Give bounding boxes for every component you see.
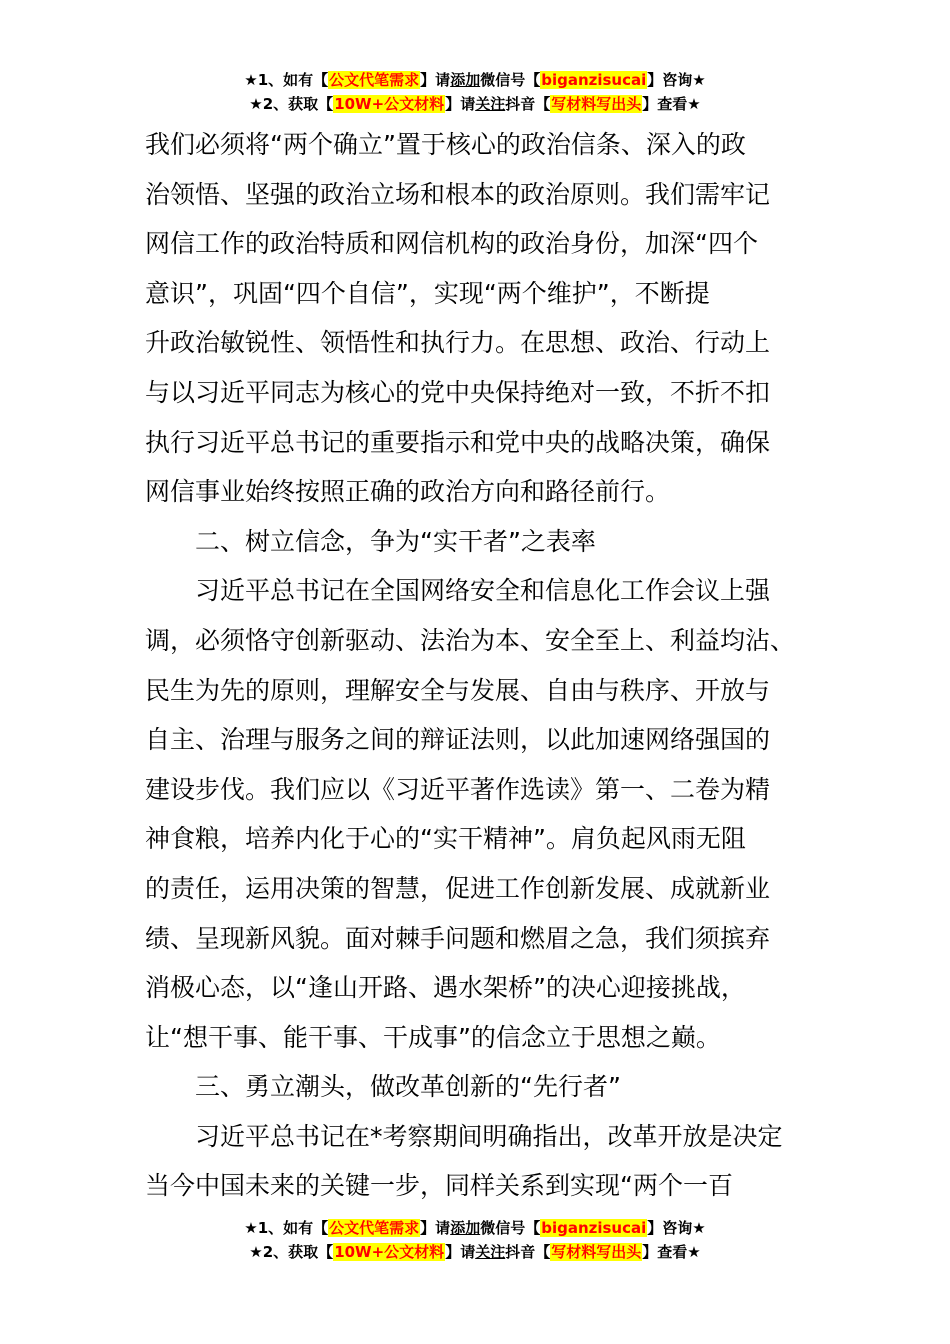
underline-text: 添加 <box>450 1219 481 1237</box>
banner-text: 抖音【 <box>505 95 551 113</box>
banner-text: 】咨询★ <box>647 1219 706 1237</box>
banner-line-2 <box>0 1240 950 1264</box>
highlight-service: 公文代笔需求 <box>329 1219 420 1237</box>
banner-line-1 <box>0 68 950 92</box>
body-line: 网信事业始终按照正确的政治方向和路径前行。 <box>145 477 671 507</box>
body-line: 消极心态，以“逢山开路、遇水架桥”的决心迎接挑战， <box>145 973 746 1003</box>
body-line: 自主、治理与服务之间的辩证法则，以此加速网络强国的 <box>145 725 771 755</box>
body-line: 绩、呈现新风貌。面对棘手问题和燃眉之急，我们须摈弃 <box>145 923 771 953</box>
header-banner <box>0 68 950 116</box>
section-heading: 三、勇立潮头，做改革创新的“先行者” <box>195 1072 621 1102</box>
highlight-douyin-id: 写材料写出头 <box>551 1243 642 1261</box>
banner-text: 】查看★ <box>642 95 701 113</box>
banner-text: 微信号【 <box>480 71 541 89</box>
highlight-douyin-id: 写材料写出头 <box>551 95 642 113</box>
banner-line-1 <box>0 1216 950 1240</box>
highlight-wechat-id: biganzisucai <box>541 1219 647 1237</box>
banner-text: ★2、获取【 <box>249 1243 334 1261</box>
body-line: 民生为先的原则，理解安全与发展、自由与秩序、开放与 <box>145 675 771 705</box>
body-line: 的责任，运用决策的智慧，促进工作创新发展、成就新业 <box>145 873 771 903</box>
body-line: 当今中国未来的关键一步，同样关系到实现“两个一百 <box>145 1171 733 1201</box>
banner-text: 】请 <box>420 71 451 89</box>
body-line: 治领悟、坚强的政治立场和根本的政治原则。我们需牢记 <box>145 179 771 209</box>
body-line: 调，必须恪守创新驱动、法治为本、安全至上、利益均沾、 <box>145 625 796 655</box>
body-line: 让“想干事、能干事、干成事”的信念立于思想之巅。 <box>145 1022 721 1052</box>
body-line: 意识”，巩固“四个自信”，实现“两个维护”，不断提 <box>145 278 710 308</box>
highlight-service: 公文代笔需求 <box>329 71 420 89</box>
underline-text: 添加 <box>450 71 481 89</box>
body-line: 神食粮，培养内化于心的“实干精神”。肩负起风雨无阻 <box>145 824 746 854</box>
body-line: 网信工作的政治特质和网信机构的政治身份，加深“四个 <box>145 229 758 259</box>
highlight-materials: 10W+公文材料 <box>334 95 445 113</box>
body-line: 习近平总书记在全国网络安全和信息化工作会议上强 <box>195 576 771 606</box>
body-line: 我们必须将“两个确立”置于核心的政治信条、深入的政 <box>145 130 746 159</box>
banner-text: ★1、如有【 <box>244 1219 329 1237</box>
body-line: 与以习近平同志为核心的党中央保持绝对一致，不折不扣 <box>145 377 771 407</box>
body-line: 习近平总书记在*考察期间明确指出，改革开放是决定 <box>195 1121 783 1151</box>
banner-text: 】咨询★ <box>647 71 706 89</box>
underline-text: 关注 <box>475 1243 506 1261</box>
banner-text: 】查看★ <box>642 1243 701 1261</box>
footer-banner <box>0 1216 950 1264</box>
banner-text: 】请 <box>420 1219 451 1237</box>
highlight-wechat-id: biganzisucai <box>541 71 647 89</box>
banner-line-2 <box>0 92 950 116</box>
underline-text: 关注 <box>475 95 506 113</box>
banner-text: 】请 <box>445 95 476 113</box>
banner-text: 微信号【 <box>480 1219 541 1237</box>
section-heading: 二、树立信念，争为“实干者”之表率 <box>195 526 596 556</box>
document-body <box>145 120 805 1211</box>
banner-text: 】请 <box>445 1243 476 1261</box>
banner-text: 抖音【 <box>505 1243 551 1261</box>
banner-text: ★1、如有【 <box>244 71 329 89</box>
banner-text: ★2、获取【 <box>249 95 334 113</box>
body-line: 建设步伐。我们应以《习近平著作选读》第一、二卷为精 <box>145 774 771 804</box>
body-line: 执行习近平总书记的重要指示和党中央的战略决策，确保 <box>145 427 771 457</box>
highlight-materials: 10W+公文材料 <box>334 1243 445 1261</box>
body-line: 升政治敏锐性、领悟性和执行力。在思想、政治、行动上 <box>145 328 771 358</box>
